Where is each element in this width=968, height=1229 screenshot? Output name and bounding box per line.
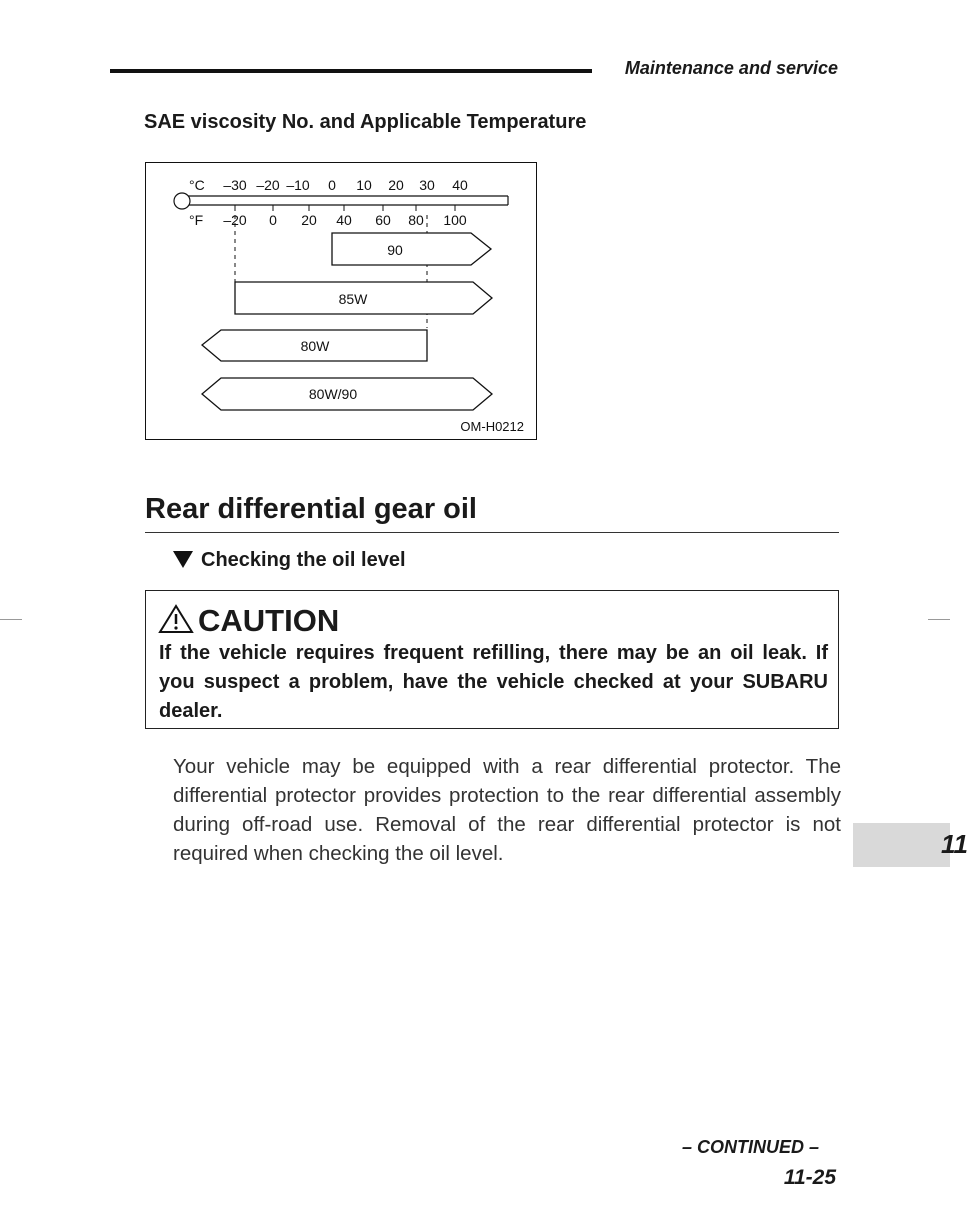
thermometer — [174, 193, 508, 209]
celsius-tick-label: 0 — [328, 177, 336, 193]
celsius-tick-label: –10 — [286, 177, 310, 193]
grade-label-80w90: 80W/90 — [308, 386, 358, 402]
figure-code: OM-H0212 — [460, 419, 524, 434]
header-rule — [110, 69, 592, 73]
grade-label-85w: 85W — [338, 291, 368, 307]
fahrenheit-tick-marks — [235, 205, 455, 211]
caution-box — [145, 590, 839, 729]
celsius-tick-label: –30 — [223, 177, 247, 193]
celsius-tick-label: 40 — [452, 177, 468, 193]
fahrenheit-tick-label: 20 — [301, 212, 317, 228]
viscosity-chart-svg — [146, 163, 536, 439]
fahrenheit-tick-label: 80 — [408, 212, 424, 228]
grade-label-80w: 80W — [300, 338, 330, 354]
caution-label: CAUTION — [198, 603, 340, 638]
celsius-unit: °C — [189, 177, 205, 193]
grade-bar-80w — [202, 330, 427, 361]
crop-mark-right — [928, 619, 950, 620]
caution-text: If the vehicle requires frequent refilling, there may be an oil leak. If you suspect a problem, have the vehicle checked at your SUBARU dealer. — [159, 642, 828, 722]
section-rule — [145, 532, 839, 533]
running-header: Maintenance and service — [624, 58, 838, 78]
section-title: Rear differential gear oil — [145, 493, 477, 525]
grade-bar-80w90 — [202, 378, 492, 410]
celsius-tick-label: 30 — [419, 177, 435, 193]
grade-label-90: 90 — [387, 242, 403, 258]
celsius-tick-label: 20 — [388, 177, 404, 193]
celsius-tick-labels — [223, 177, 468, 193]
page-number: 11-25 — [783, 1166, 836, 1189]
body-paragraph: Your vehicle may be equipped with a rear differential protector. The differential protector provides protection to the rear differential assembly during off-road use. Removal of the rear differential protector is not required when checking the oil level. — [173, 755, 841, 865]
continued-label: – CONTINUED – — [681, 1137, 819, 1157]
fahrenheit-tick-label: –20 — [223, 212, 247, 228]
fahrenheit-tick-label: 100 — [443, 212, 467, 228]
chapter-tab — [853, 823, 968, 867]
fahrenheit-tick-label: 60 — [375, 212, 391, 228]
fahrenheit-tick-labels — [223, 212, 467, 228]
grade-bar-85w — [235, 282, 492, 314]
viscosity-chart — [145, 162, 537, 440]
caution-heading — [158, 603, 339, 639]
down-triangle-icon — [173, 551, 193, 568]
chapter-tab-label: 11 — [941, 829, 968, 859]
fahrenheit-tick-label: 40 — [336, 212, 352, 228]
figure-caption: SAE viscosity No. and Applicable Temperature — [144, 111, 587, 133]
warning-triangle-icon — [158, 604, 194, 634]
fahrenheit-tick-label: 0 — [269, 212, 277, 228]
celsius-tick-label: –20 — [256, 177, 280, 193]
celsius-tick-label: 10 — [356, 177, 372, 193]
crop-mark-left — [0, 619, 22, 620]
subsection-heading — [173, 549, 406, 572]
subsection-label: Checking the oil level — [201, 549, 406, 571]
grade-bar-90 — [332, 233, 491, 265]
fahrenheit-unit: °F — [189, 212, 204, 228]
